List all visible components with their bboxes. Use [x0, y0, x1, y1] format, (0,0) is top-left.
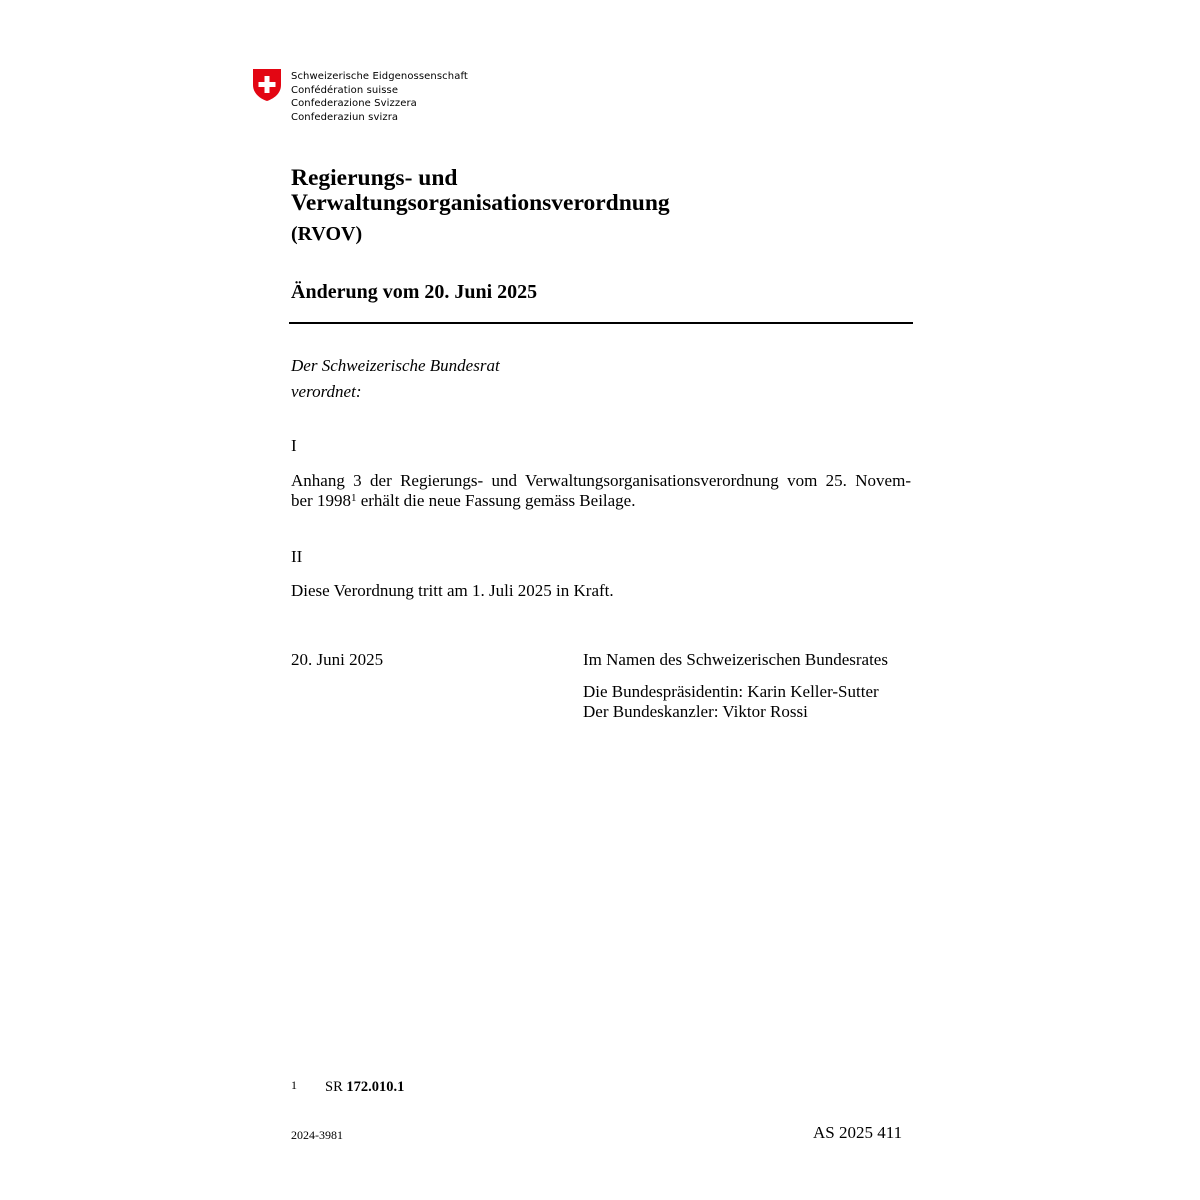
signer-president: Die Bundespräsidentin: Karin Keller-Sutter	[583, 682, 879, 701]
signature-date: 20. Juni 2025	[291, 650, 384, 669]
document-id: 2024-3981	[291, 1128, 343, 1142]
section-1-line-2-start: ber 1998	[291, 491, 351, 510]
section-1-paragraph	[291, 471, 911, 511]
amendment-date: Änderung vom 20. Juni 2025	[291, 281, 538, 303]
confederation-name-rm: Confederaziun svizra	[291, 111, 399, 123]
confederation-name-de: Schweizerische Eidgenossenschaft	[291, 71, 468, 82]
issuer-line-2: verordnet:	[291, 382, 362, 401]
issuer-line-1: Der Schweizerische Bundesrat	[291, 356, 500, 375]
title-line-1: Regierungs- und	[291, 165, 458, 191]
official-compilation-reference: AS 2025 411	[813, 1123, 903, 1142]
footnote-reference[interactable]: 1	[350, 492, 357, 504]
section-1-numeral: I	[291, 436, 297, 455]
section-2-numeral: II	[291, 547, 303, 566]
confederation-names	[291, 70, 468, 124]
footnote-prefix: SR	[325, 1079, 347, 1095]
document-abbreviation: (RVOV)	[291, 223, 363, 245]
title-line-2: Verwaltungsorganisationsverordnung	[291, 189, 670, 216]
section-1-line-1: Anhang 3 der Regierungs- und Verwaltungsorganisationsverordnung vom 25. Novem-	[291, 471, 911, 490]
section-2-paragraph: Diese Verordnung tritt am 1. Juli 2025 in Kraft.	[291, 581, 614, 600]
signers	[583, 682, 879, 722]
confederation-name-fr: Confédération suisse	[291, 84, 399, 96]
document-title	[291, 166, 670, 215]
swiss-shield-icon	[252, 68, 282, 102]
section-1-line-2-end: erhält die neue Fassung gemäss Beilage.	[356, 491, 636, 510]
issuer	[291, 353, 500, 405]
footnote-sr-number: 172.010.1	[346, 1079, 405, 1095]
section-1-line-2	[291, 491, 911, 511]
footnote-text	[325, 1079, 404, 1096]
signer-chancellor: Der Bundeskanzler: Viktor Rossi	[583, 702, 808, 721]
confederation-name-it: Confederazione Svizzera	[291, 98, 417, 110]
title-divider	[289, 322, 913, 324]
footnote-number: 1	[291, 1078, 297, 1092]
signature-on-behalf: Im Namen des Schweizerischen Bundesrates	[583, 650, 888, 669]
